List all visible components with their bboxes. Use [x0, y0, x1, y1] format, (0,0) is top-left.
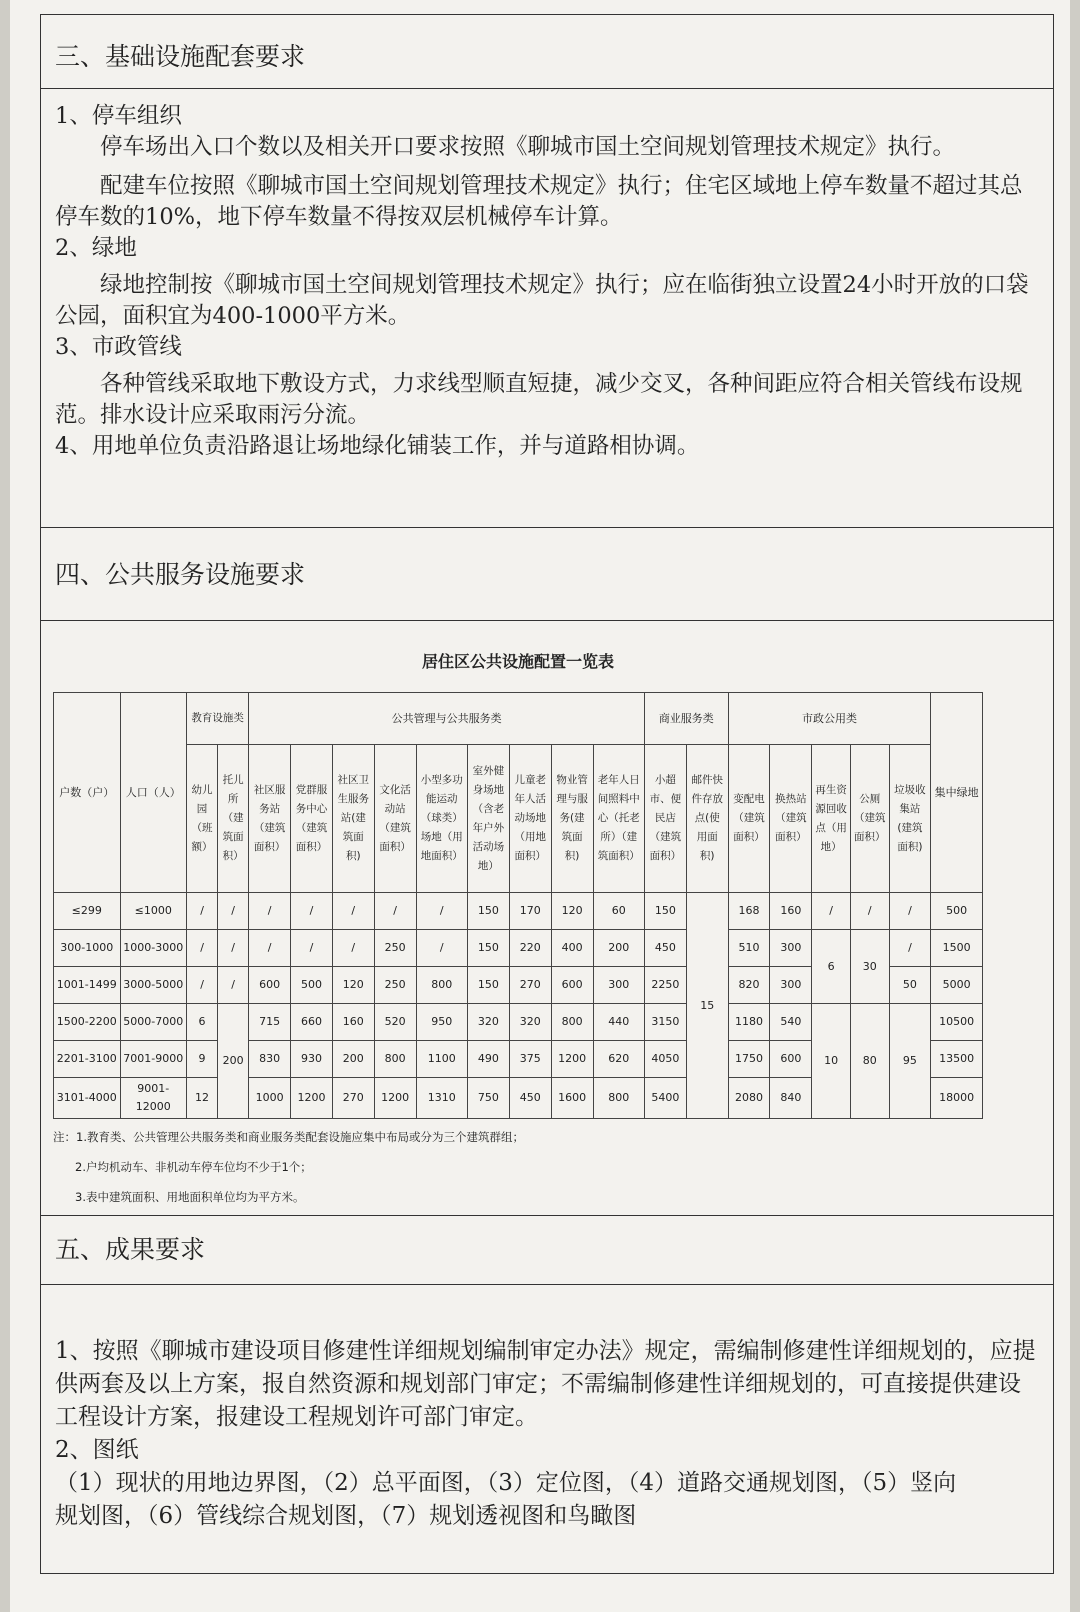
- table-row: 1500-2200 5000-7000 6 200 715 660 160 520 950 320 320 800 440 3150 1180 540 10 80 95 10500: [54, 1004, 983, 1041]
- group-commerce: 商业服务类: [644, 693, 728, 745]
- document-page: [10, 0, 1070, 1612]
- table-row: 3101-4000 9001-12000 12 1000 1200 270 1200 1310 750 450 1600 800 5400 2080 840 18000: [54, 1078, 983, 1119]
- merged-cell: 30: [850, 930, 889, 1004]
- sub-header: 再生资源回收点（用地）: [812, 745, 851, 893]
- greening-text: 4、用地单位负责沿路退让场地绿化铺装工作，并与道路相协调。: [55, 433, 700, 459]
- sub-header: 换热站（建筑面积）: [770, 745, 812, 893]
- sub-header: 公厕（建筑面积）: [850, 745, 889, 893]
- merged-cell: 15: [686, 893, 728, 1119]
- merged-cell: 6: [812, 930, 851, 1004]
- sub-header: 室外健身场地（含老年户外活动场地）: [468, 745, 510, 893]
- group-municipal: 市政公用类: [728, 693, 931, 745]
- note: 3.表中建筑面积、用地面积单位均为平方米。: [75, 1190, 305, 1204]
- header-green: 集中绿地: [931, 693, 983, 893]
- sub-header: 儿童老年人活动场地（用地面积）: [509, 745, 551, 893]
- sub-header: 老年人日间照料中心（托老所）（建筑面积）: [593, 745, 644, 893]
- form-frame: [40, 14, 1054, 1574]
- table-row: ≤299 ≤1000 / / / / / / / 150 170 120 60 150 15 168 160 / / / 500: [54, 893, 983, 930]
- pipeline-heading: 3、市政管线: [55, 334, 182, 360]
- drawings-text: （1）现状的用地边界图，（2）总平面图，（3）定位图，（4）道路交通规划图，（5）竖向规划图，（6）管线综合规划图，（7）规划透视图和鸟瞰图: [55, 1470, 957, 1529]
- sub-header: 垃圾收集站(建筑面积): [889, 745, 931, 893]
- table-title: 居住区公共设施配置一览表: [421, 652, 614, 671]
- section-3-title: 三、基础设施配套要求: [41, 15, 1053, 89]
- sub-header: 社区卫生服务站(建筑面积): [332, 745, 374, 893]
- sub-header: 邮件快件存放点(使用面积): [686, 745, 728, 893]
- section-5-body: [55, 1335, 1039, 1533]
- sub-header: 小超市、便民店（建筑面积）: [644, 745, 686, 893]
- note: 2.户均机动车、非机动车停车位均不少于1个；: [75, 1160, 312, 1174]
- facility-table: [53, 692, 983, 1119]
- group-education: 教育设施类: [187, 693, 249, 745]
- merged-cell: 80: [850, 1004, 889, 1119]
- parking-text-2: 配建车位按照《聊城市国土空间规划管理技术规定》执行；住宅区域地上停车数量不超过其总停车数的10%，地下停车数量不得按双层机械停车计算。: [55, 173, 1023, 230]
- sub-header: 变配电（建筑面积）: [728, 745, 770, 893]
- green-heading: 2、绿地: [55, 235, 137, 261]
- facility-table-block: [53, 649, 983, 1219]
- section-4-title: 四、公共服务设施要求: [41, 527, 1053, 621]
- section-3-body: [55, 101, 1039, 462]
- section-5-title: 五、成果要求: [41, 1215, 1053, 1285]
- pipeline-text: 各种管线采取地下敷设方式，力求线型顺直短捷，减少交叉，各种间距应符合相关管线布设规范。排水设计应采取雨污分流。: [55, 371, 1023, 428]
- group-public-service: 公共管理与公共服务类: [249, 693, 645, 745]
- table-row: 2201-3100 7001-9000 9 830 930 200 800 1100 490 375 1200 620 4050 1750 600 13500: [54, 1041, 983, 1078]
- table-notes: [53, 1129, 983, 1205]
- merged-cell: 95: [889, 1004, 931, 1119]
- sub-header: 物业管理与服务(建筑面积): [551, 745, 593, 893]
- parking-text: 停车场出入口个数以及相关开口要求按照《聊城市国土空间规划管理技术规定》执行。: [100, 134, 956, 160]
- header-population: 人口（人）: [120, 693, 187, 893]
- sub-header: 党群服务中心（建筑面积）: [291, 745, 333, 893]
- sub-header: 小型多功能运动（球类）场地（用地面积）: [416, 745, 467, 893]
- result-text-1: 1、按照《聊城市建设项目修建性详细规划编制审定办法》规定，需编制修建性详细规划的，应提供两套及以上方案，报自然资源和规划部门审定；不需编制修建性详细规划的，可直接提供建设工程设计方案，报建设工程规划许可部门审定。: [55, 1338, 1036, 1430]
- merged-cell: 10: [812, 1004, 851, 1119]
- sub-header: 社区服务站（建筑面积）: [249, 745, 291, 893]
- green-text: 绿地控制按《聊城市国土空间规划管理技术规定》执行；应在临街独立设置24小时开放的口袋公园，面积宜为400-1000平方米。: [55, 272, 1029, 329]
- header-households: 户数（户）: [54, 693, 121, 893]
- table-row: 1001-1499 3000-5000 / / 600 500 120 250 800 150 270 600 300 2250 820 300 50 5000: [54, 967, 983, 1004]
- sub-header: 文化活动站（建筑面积）: [374, 745, 416, 893]
- table-row: 300-1000 1000-3000 / / / / / 250 / 150 220 400 200 450 510 300 6 30 / 1500: [54, 930, 983, 967]
- drawings-heading: 2、图纸: [55, 1437, 139, 1463]
- sub-header: 幼儿园（班额）: [187, 745, 218, 893]
- note: 注：1.教育类、公共管理公共服务类和商业服务类配套设施应集中布局或分为三个建筑群组；: [53, 1130, 524, 1144]
- parking-heading: 1、停车组织: [55, 103, 182, 129]
- sub-header: 托儿所（建筑面积）: [218, 745, 249, 893]
- merged-cell: 200: [218, 1004, 249, 1119]
